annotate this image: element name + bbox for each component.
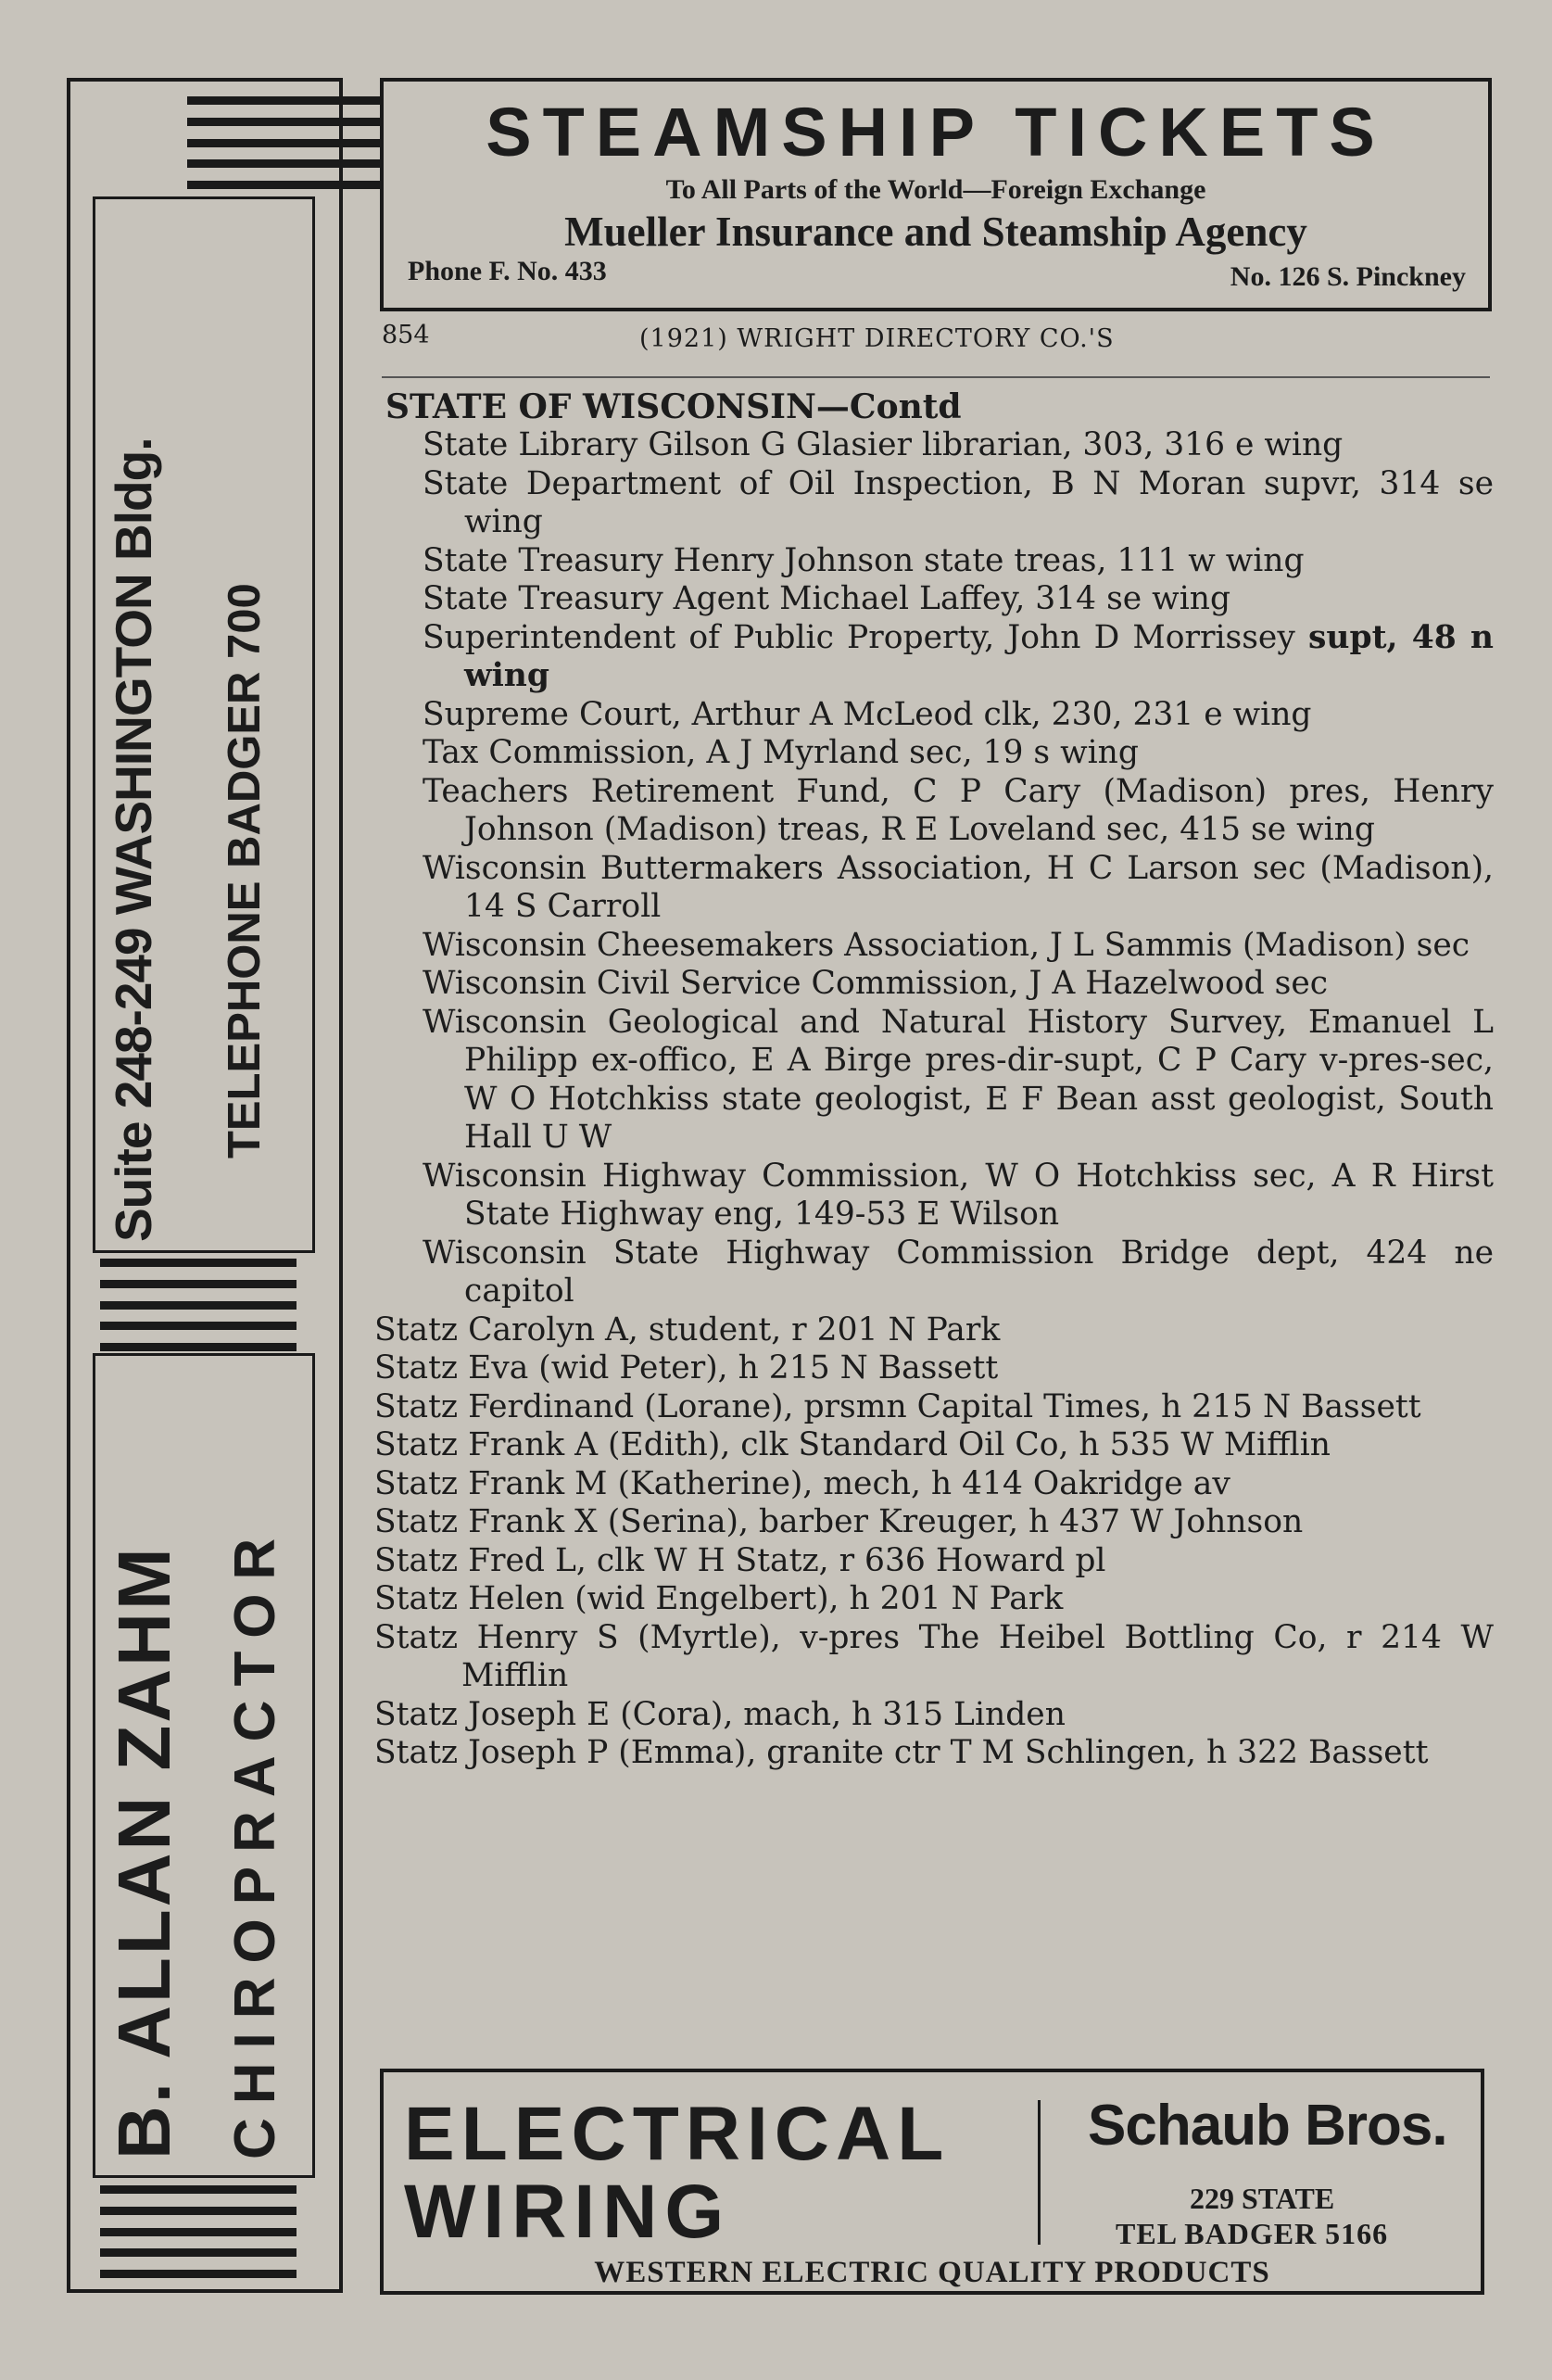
entry-text: Statz Frank M (Katherine), mech, h 414 Oakridge av	[374, 1464, 1230, 1502]
sidebar-telephone-text: TELEPHONE BADGER 700	[220, 583, 270, 1158]
entry-text: Wisconsin Civil Service Commission, J A Hazelwood sec	[423, 965, 1329, 1002]
entry-text: Statz Fred L, clk W H Statz, r 636 Howard pl	[374, 1541, 1106, 1579]
sub-entry	[374, 696, 1494, 735]
entry-text: Statz Frank X (Serina), barber Kreuger, h 437 W Johnson	[374, 1503, 1304, 1540]
entry-text: Wisconsin Geological and Natural History Survey, Emanuel L Philipp ex-offico, E A Birge pres-dir-supt, C P Cary v-pres-sec, W O Hotchkiss state geologist, E F Bean asst geologist, South Hall U W	[423, 1003, 1494, 1156]
header-rule	[382, 376, 1490, 378]
directory-entry	[374, 1426, 1494, 1465]
entry-text: Statz Joseph E (Cora), mach, h 315 Linden	[374, 1695, 1066, 1733]
directory-entry	[374, 1465, 1494, 1504]
sidebar-profession: CHIROPRACTOR	[223, 1524, 287, 2159]
entry-text: Statz Frank A (Edith), clk Standard Oil Co, h 535 W Mifflin	[374, 1426, 1331, 1463]
sub-entry	[374, 426, 1494, 465]
page-number: 854	[382, 321, 430, 349]
sub-entry	[374, 773, 1494, 850]
entry-text: Supreme Court, Arthur A McLeod clk, 230, 231 e wing	[423, 695, 1312, 733]
directory-entry	[374, 1542, 1494, 1581]
sub-entry	[374, 465, 1494, 542]
entry-text: Statz Henry S (Myrtle), v-pres The Heibel Bottling Co, r 214 W Mifflin	[374, 1618, 1494, 1694]
entry-text: Statz Helen (wid Engelbert), h 201 N Park	[374, 1580, 1064, 1617]
electrical-company: Schaub Bros.	[1088, 2094, 1447, 2158]
entry-text: State Treasury Agent Michael Laffey, 314 se wing	[423, 580, 1231, 617]
running-title: (1921) WRIGHT DIRECTORY CO.'S	[639, 324, 1115, 353]
sidebar-bars-top	[100, 96, 384, 189]
steamship-company: Mueller Insurance and Steamship Agency	[564, 209, 1307, 255]
directory-entry	[374, 1696, 1494, 1735]
entry-text: State Library Gilson G Glasier librarian, 303, 316 e wing	[423, 426, 1344, 463]
entry-text: State Department of Oil Inspection, B N Moran supvr, 314 se wing	[423, 464, 1494, 540]
entry-text: Statz Eva (wid Peter), h 215 N Bassett	[374, 1349, 999, 1386]
sub-entry	[374, 619, 1494, 696]
sub-entry	[374, 965, 1494, 1004]
sidebar-suite-text: Suite 248-249 WASHINGTON Bldg.	[105, 437, 162, 1242]
steamship-ad	[380, 78, 1492, 311]
directory-entry	[374, 1619, 1494, 1696]
sidebar-bars-bottom	[100, 2185, 297, 2278]
sub-entry	[374, 927, 1494, 966]
sub-entry	[374, 580, 1494, 619]
electrical-ad	[380, 2069, 1484, 2295]
entry-text: State Treasury Henry Johnson state treas, 111 w wing	[423, 541, 1305, 579]
directory-entry	[374, 1311, 1494, 1350]
directory-entry	[374, 1503, 1494, 1542]
directory-entry	[374, 1734, 1494, 1773]
electrical-phone: TEL BADGER 5166	[1116, 2217, 1389, 2250]
sub-entry	[374, 1158, 1494, 1234]
sidebar-name: B. ALLAN ZAHM	[103, 1545, 185, 2159]
electrical-tagline: WESTERN ELECTRIC QUALITY PRODUCTS	[594, 2256, 1270, 2289]
entry-text: Tax Commission, A J Myrland sec, 19 s wing	[423, 734, 1139, 771]
directory-entry	[374, 1580, 1494, 1619]
sidebar-bars-middle	[100, 1259, 297, 1351]
entry-text: Wisconsin Buttermakers Association, H C Larson sec (Madison), 14 S Carroll	[423, 849, 1494, 925]
sub-entry	[374, 1004, 1494, 1158]
directory-listing	[374, 387, 1494, 1773]
entry-text: Statz Carolyn A, student, r 201 N Park	[374, 1310, 1001, 1348]
sub-entry	[374, 734, 1494, 773]
directory-entry	[374, 1349, 1494, 1388]
entry-text: Superintendent of Public Property, John D Morrissey	[423, 618, 1295, 656]
entry-text: Statz Joseph P (Emma), granite ctr T M Schlingen, h 322 Bassett	[374, 1734, 1429, 1771]
electrical-line1: ELECTRICAL	[404, 2092, 951, 2176]
sub-entry	[374, 1234, 1494, 1311]
electrical-address: 229 STATE	[1190, 2182, 1335, 2215]
entry-text: Wisconsin Highway Commission, W O Hotchkiss sec, A R Hirst State Highway eng, 149-53 E Wilson	[423, 1157, 1494, 1233]
electrical-line2: WIRING	[404, 2170, 732, 2254]
entry-text: Statz Ferdinand (Lorane), prsmn Capital Times, h 215 N Bassett	[374, 1387, 1421, 1425]
entry-bold-text: supt, 48 n wing	[464, 618, 1494, 694]
steamship-address: No. 126 S. Pinckney	[1230, 261, 1466, 292]
steamship-headline: STEAMSHIP TICKETS	[486, 94, 1386, 171]
sub-entry	[374, 542, 1494, 581]
directory-entry	[374, 1388, 1494, 1427]
entry-text: Teachers Retirement Fund, C P Cary (Madison) pres, Henry Johnson (Madison) treas, R E Loveland sec, 415 se wing	[423, 772, 1494, 848]
sub-entry	[374, 850, 1494, 927]
steamship-subline: To All Parts of the World—Foreign Exchange	[665, 174, 1206, 205]
entry-text: Wisconsin State Highway Commission Bridge dept, 424 ne capitol	[423, 1234, 1494, 1310]
ad-divider	[1038, 2100, 1041, 2245]
steamship-phone: Phone F. No. 433	[408, 256, 607, 286]
entries-list	[374, 426, 1494, 1773]
section-heading: STATE OF WISCONSIN—Contd	[385, 387, 962, 426]
entry-text: Wisconsin Cheesemakers Association, J L Sammis (Madison) sec	[423, 926, 1470, 964]
